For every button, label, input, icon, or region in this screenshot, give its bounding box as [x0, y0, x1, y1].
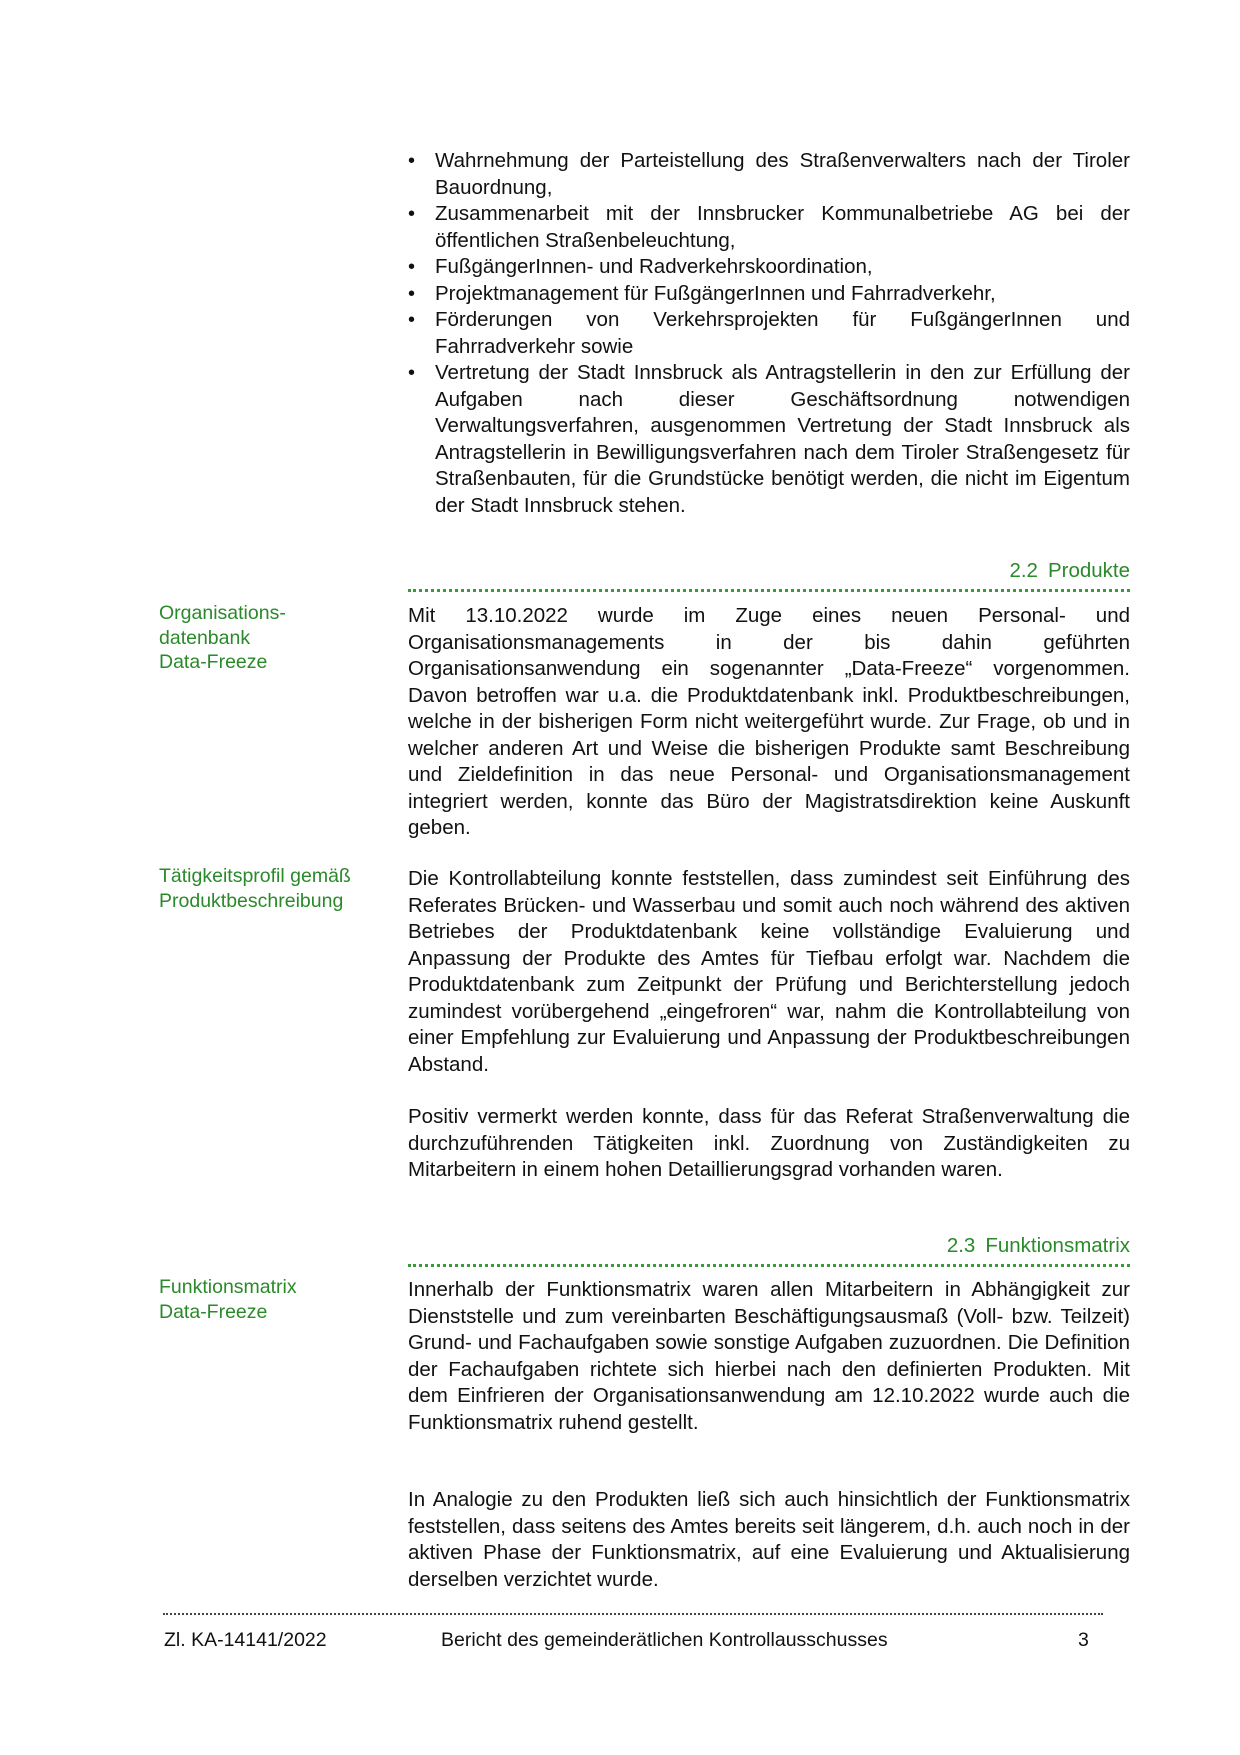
margin-note-line: Data-Freeze: [159, 651, 268, 673]
section-divider: [408, 1264, 1130, 1267]
margin-note-line: Produktbeschreibung: [159, 889, 344, 912]
section-title: Funktionsmatrix: [985, 1234, 1130, 1257]
margin-note-line: Funktionsmatrix: [159, 1276, 297, 1298]
paragraph-text: Positiv vermerkt werden konnte, dass für das Referat Straßenverwaltung die durchzuführenden Tätigkeiten inkl. Zuordnung von Zuständigkeiten zu Mitarbeitern in einem hohen Detaillierungsgrad vorhanden waren.: [408, 1105, 1130, 1181]
footer-divider: [163, 1613, 1103, 1615]
margin-note-line: Organisations-: [159, 602, 286, 624]
paragraph-analogie: [408, 1487, 1130, 1593]
section-title: Produkte: [1047, 559, 1130, 582]
footer-reference: Zl. KA-14141/2022: [164, 1629, 327, 1651]
list-item: • Projektmanagement für FußgängerInnen und Fahrradverkehr,: [408, 281, 1130, 308]
margin-note-funktionsmatrix: [159, 1275, 399, 1324]
section-number: 2.3: [946, 1234, 976, 1257]
margin-note-organisationsdatenbank: [159, 601, 399, 675]
list-item: • Vertretung der Stadt Innsbruck als Antragstellerin in den zur Erfüllung der Aufgaben nach dieser Geschäftsordnung notwendigen Verwaltungsverfahren, ausgenommen Vertretung der Stadt Innsbruck als Antragstellerin in Bewilligungsverfahren nach dem Tiroler Straßengesetz für Straßenbauten, für die Grundstücke benötigt werden, die nicht im Eigentum der Stadt Innsbruck stehen.: [408, 360, 1130, 519]
bullet-list-container: [408, 148, 1130, 519]
margin-note-line: datenbank: [159, 626, 251, 649]
footer-title: Bericht des gemeinderätlichen Kontrollausschusses: [441, 1629, 888, 1651]
margin-note-line: Data-Freeze: [159, 1300, 268, 1323]
paragraph-text: Die Kontrollabteilung konnte feststellen, dass zumindest seit Einführung des Referates Brücken- und Wasserbau und somit auch noch während des aktiven Betriebes der Produktdatenbank keine vollständige Evaluierung und Anpassung der Produkte des Amtes für Tiefbau erfolgt war. Nachdem die Produktdatenbank zum Zeitpunkt der Prüfung und Berichterstellung jedoch zumindest vorübergehend „eingefroren“ war, nahm die Kontrollabteilung von einer Empfehlung zur Evaluierung und Anpassung der Produktbeschreibungen Abstand.: [408, 867, 1130, 1076]
paragraph-data-freeze: [408, 603, 1130, 842]
responsibilities-list: [408, 148, 1130, 519]
list-item: • Zusammenarbeit mit der Innsbrucker Kommunalbetriebe AG bei der öffentlichen Straßenbeleuchtung,: [408, 201, 1130, 254]
margin-note-line: Tätigkeitsprofil gemäß: [159, 865, 351, 887]
list-item: • Wahrnehmung der Parteistellung des Straßenverwalters nach der Tiroler Bauordnung,: [408, 148, 1130, 201]
margin-note-taetigkeitsprofil: [159, 864, 399, 913]
paragraph-text: Innerhalb der Funktionsmatrix waren allen Mitarbeitern in Abhängigkeit zur Dienststelle und zum vereinbarten Beschäftigungsausmaß (Voll- bzw. Teilzeit) Grund- und Fachaufgaben sowie sonstige Aufgaben zuzuordnen. Die Definition der Fachaufgaben richtete sich hierbei nach den definierten Produkten. Mit dem Einfrieren der Organisationsanwendung am 12.10.2022 wurde auch die Funktionsmatrix ruhend gestellt.: [408, 1278, 1130, 1434]
paragraph-kontrollabteilung: [408, 866, 1130, 1078]
section-number: 2.2: [1009, 559, 1038, 582]
paragraph-positiv: [408, 1104, 1130, 1184]
section-divider: [408, 589, 1130, 592]
paragraph-text: Mit 13.10.2022 wurde im Zuge eines neuen Personal- und Organisationsmanagements in der bis dahin geführten Organisationsanwendung ein sogenannter „Data-Freeze“ vorgenommen. Davon betroffen war u.a. die Produktdatenbank inkl. Produktbeschreibungen, welche in der bisherigen Form nicht weitergeführt wurde. Zur Frage, ob und in welcher anderen Art und Weise die bisherigen Produkte samt Beschreibung und Zieldefinition in das neue Personal- und Organisationsmanagement integriert werden, konnte das Büro der Magistratsdirektion keine Auskunft geben.: [408, 604, 1130, 839]
paragraph-funktionsmatrix: [408, 1277, 1130, 1436]
section-heading-funktionsmatrix: [408, 1233, 1130, 1259]
list-item: • Förderungen von Verkehrsprojekten für FußgängerInnen und Fahrradverkehr sowie: [408, 307, 1130, 360]
paragraph-text: In Analogie zu den Produkten ließ sich auch hinsichtlich der Funktionsmatrix feststellen, dass seitens des Amtes bereits seit längerem, d.h. auch noch in der aktiven Phase der Funktionsmatrix, auf eine Evaluierung und Aktualisierung derselben verzichtet wurde.: [408, 1488, 1130, 1591]
page-number: 3: [1078, 1629, 1089, 1651]
section-heading-produkte: [408, 558, 1130, 584]
list-item: • FußgängerInnen- und Radverkehrskoordination,: [408, 254, 1130, 281]
